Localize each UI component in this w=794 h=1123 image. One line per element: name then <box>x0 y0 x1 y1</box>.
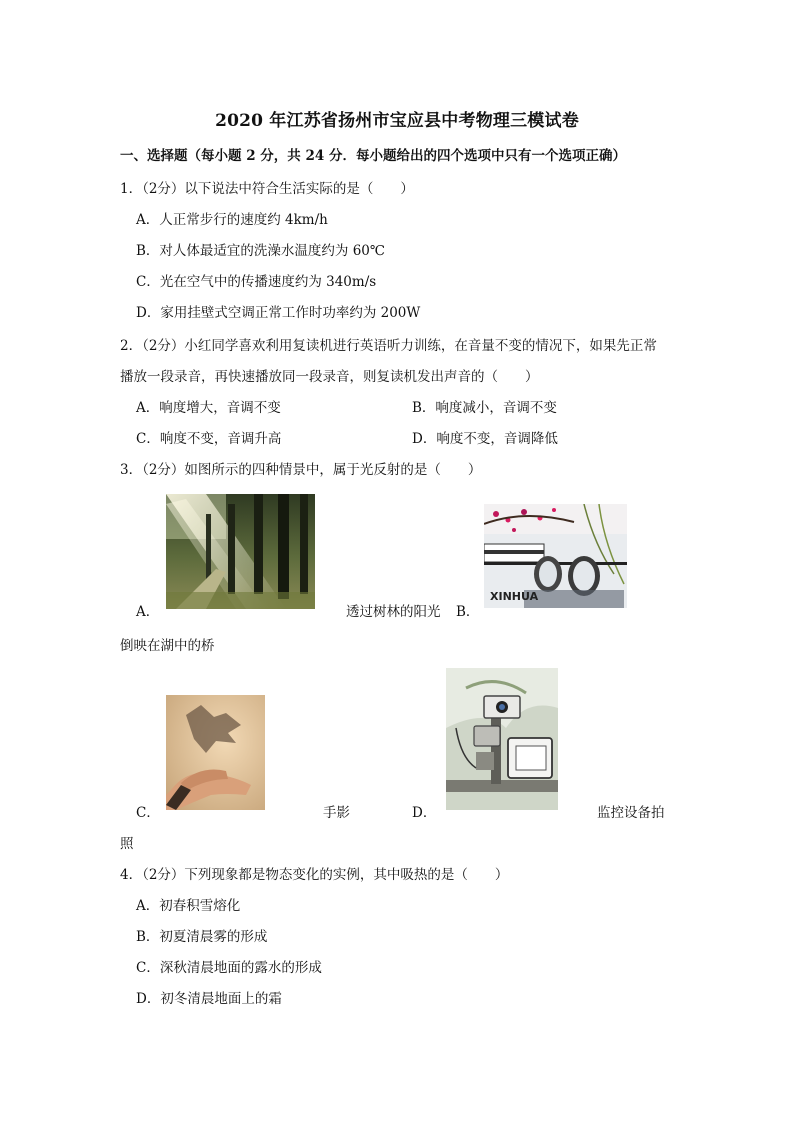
option-a[interactable]: A．人正常步行的速度约 4km/h <box>136 212 328 228</box>
section-heading: 一、选择题（每小题 2 分，共 24 分．每小题给出的四个选项中只有一个选项正确） <box>120 148 626 164</box>
option-b[interactable]: B．初夏清晨雾的形成 <box>136 929 268 945</box>
option-b-letter: B． <box>456 604 480 620</box>
option-d-caption-continued: 照 <box>120 836 134 852</box>
option-b[interactable]: B．响度减小，音调不变 <box>412 400 557 416</box>
question-stem-continued: 播放一段录音，再快速播放同一段录音，则复读机发出声音的（ ） <box>120 369 539 385</box>
option-d[interactable]: D．初冬清晨地面上的霜 <box>136 991 282 1007</box>
option-d[interactable]: D．响度不变，音调降低 <box>412 431 558 447</box>
option-d-caption: 监控设备拍 <box>597 805 665 821</box>
option-d-letter: D． <box>412 805 437 821</box>
question-stem: 3．（2分）如图所示的四种情景中，属于光反射的是（ ） <box>120 462 482 478</box>
option-c-image[interactable] <box>166 695 265 810</box>
option-d-image[interactable] <box>446 668 558 810</box>
option-a[interactable]: A．响度增大，音调不变 <box>136 400 281 416</box>
option-b-caption: 倒映在湖中的桥 <box>120 638 215 654</box>
option-b-image[interactable] <box>484 504 627 608</box>
page-title: 2020 年江苏省扬州市宝应县中考物理三模试卷 <box>215 111 579 131</box>
option-c[interactable]: C．响度不变，音调升高 <box>136 431 282 447</box>
option-a-caption: 透过树林的阳光 <box>346 604 441 620</box>
option-b[interactable]: B．对人体最适宜的洗澡水温度约为 60℃ <box>136 243 385 259</box>
option-c-letter: C． <box>136 805 160 821</box>
xinhua-watermark: XINHUA <box>490 590 539 603</box>
option-d[interactable]: D．家用挂壁式空调正常工作时功率约为 200W <box>136 305 421 321</box>
option-a[interactable]: A．初春积雪熔化 <box>136 898 241 914</box>
option-a-image[interactable] <box>166 494 315 609</box>
question-stem: 2．（2分）小红同学喜欢利用复读机进行英语听力训练，在音量不变的情况下，如果先正常 <box>120 338 657 354</box>
option-c-caption: 手影 <box>323 805 350 821</box>
option-c[interactable]: C．光在空气中的传播速度约为 340m/s <box>136 274 377 290</box>
question-stem: 1．（2分）以下说法中符合生活实际的是（ ） <box>120 181 414 197</box>
option-a-letter: A． <box>136 604 160 620</box>
option-c[interactable]: C．深秋清晨地面的露水的形成 <box>136 960 322 976</box>
question-stem: 4．（2分）下列现象都是物态变化的实例，其中吸热的是（ ） <box>120 867 509 883</box>
